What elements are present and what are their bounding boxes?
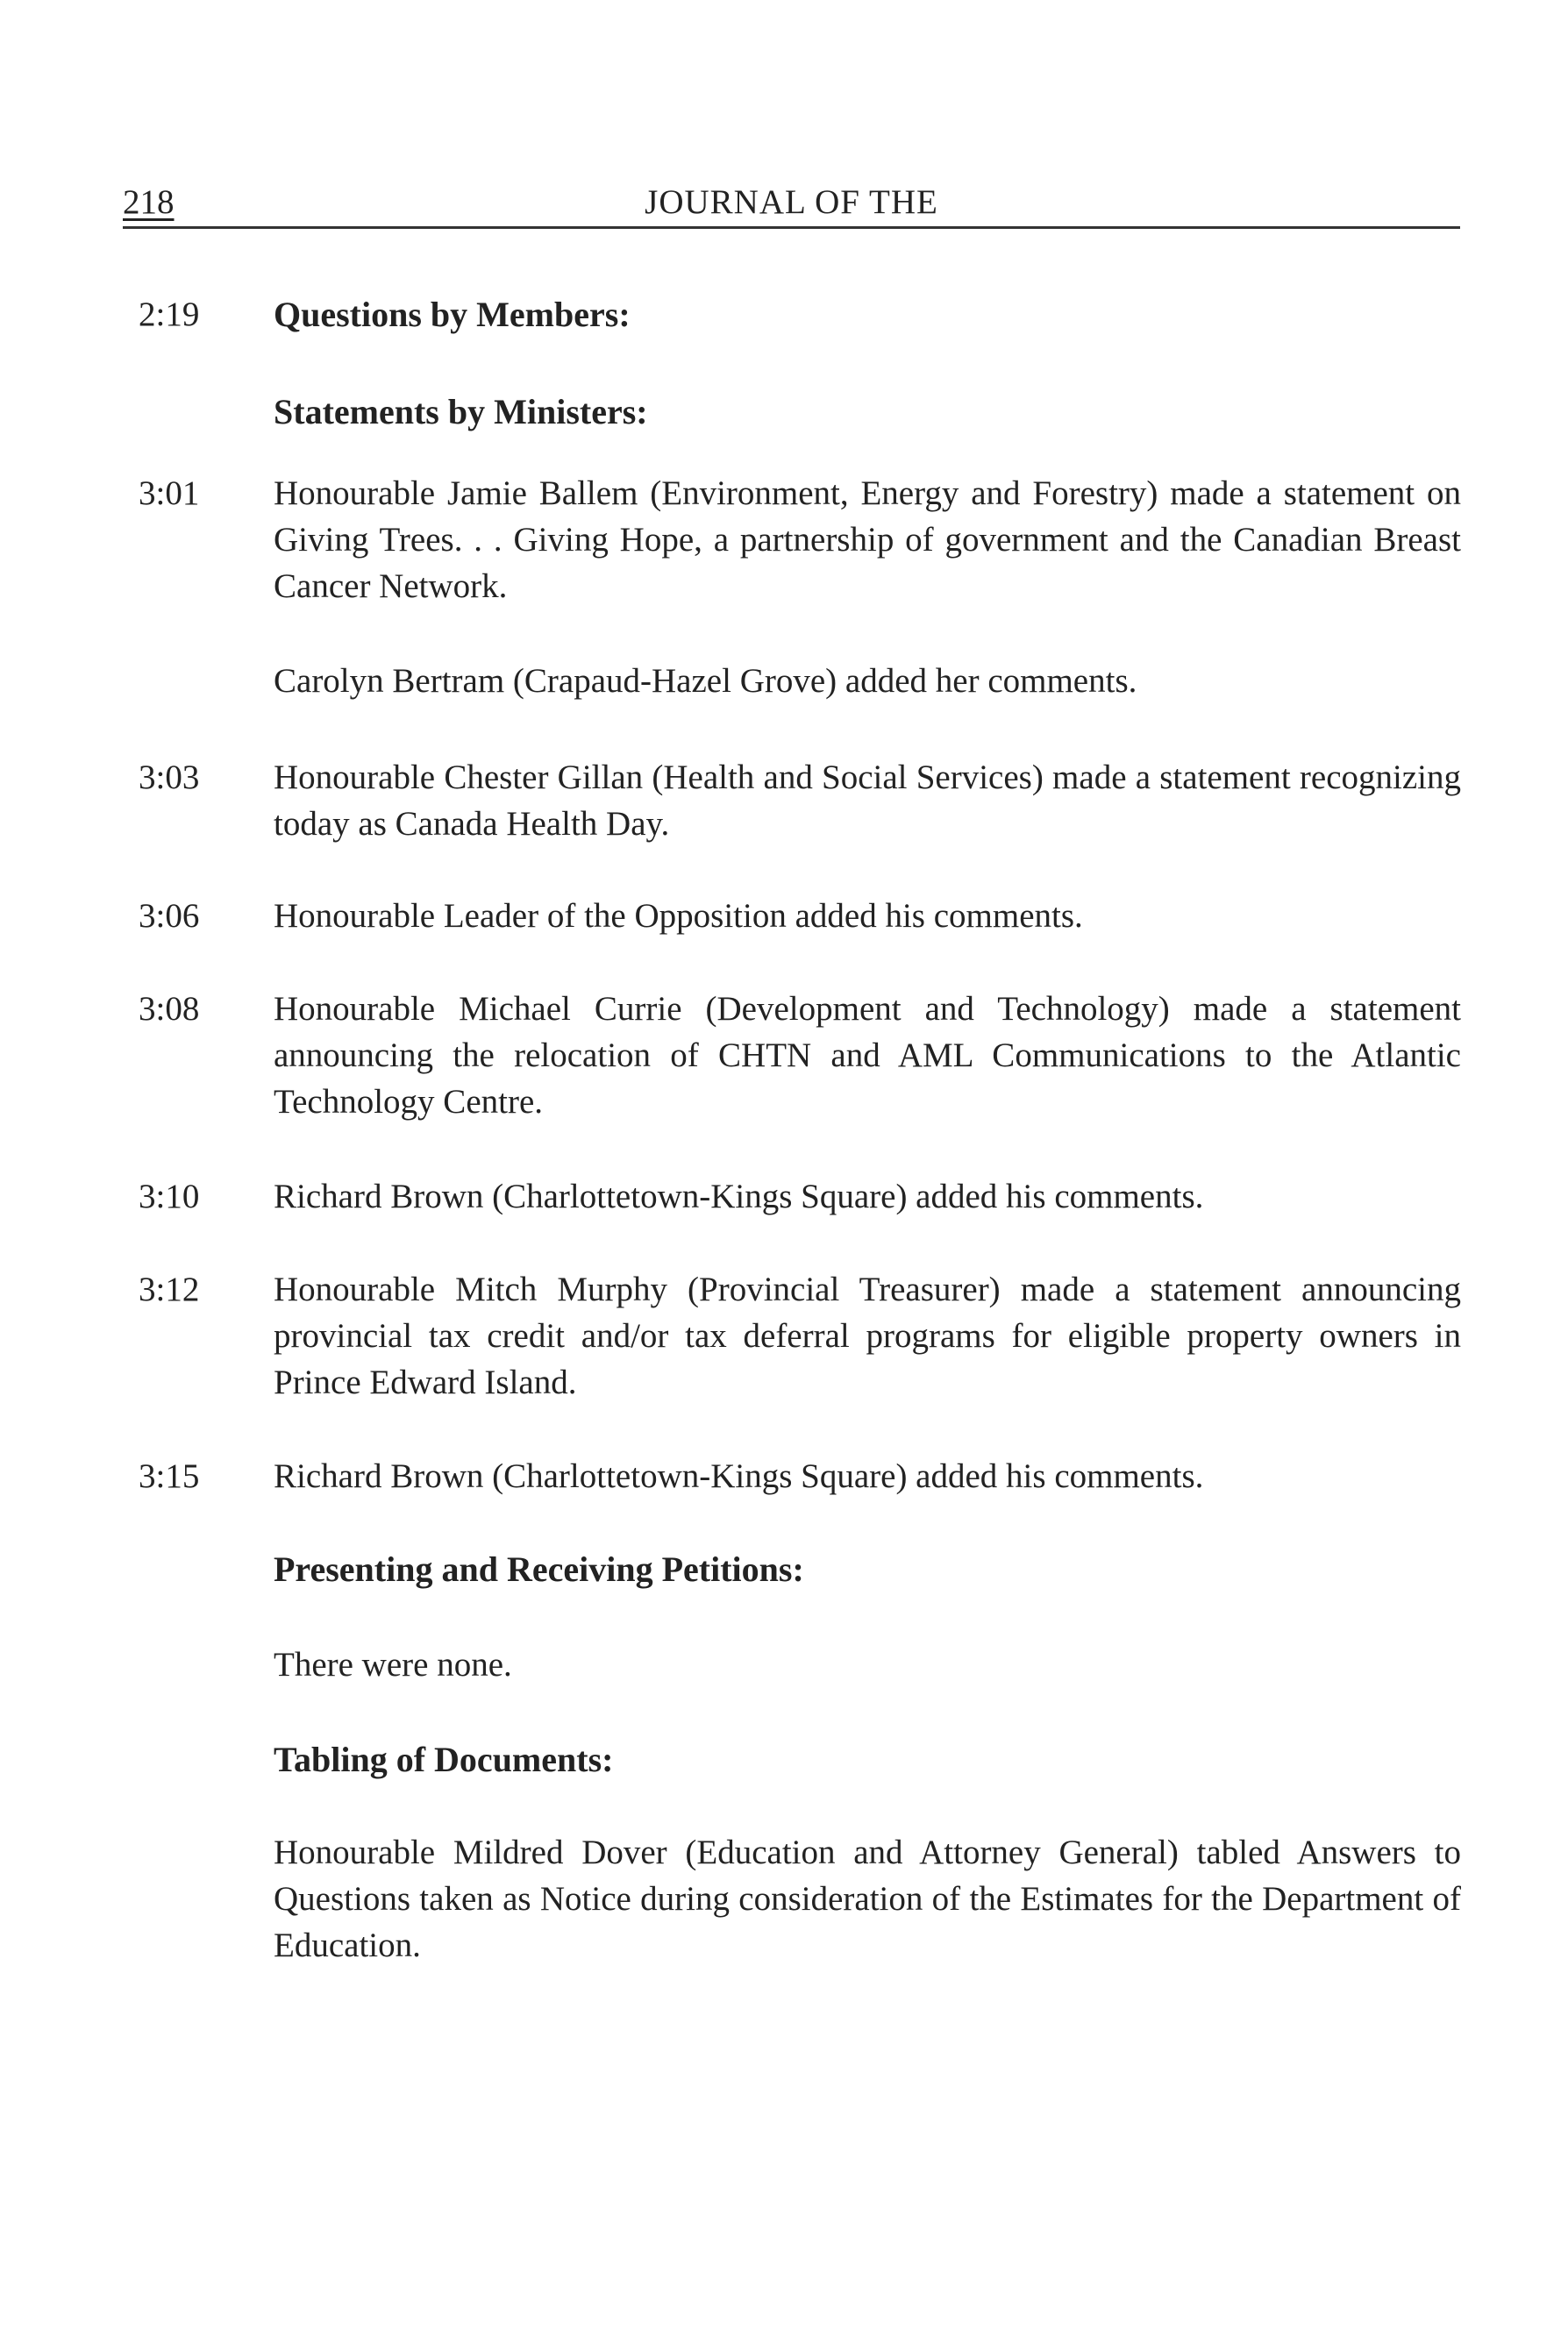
entry-time: 3:03 (139, 758, 200, 796)
entry-text: Carolyn Bertram (Crapaud-Hazel Grove) added her comments. (274, 662, 1137, 700)
entry-text: Honourable Mitch Murphy (Provincial Treasurer) made a statement announcing provincial tax credit and/or tax deferral programs for eligible property owners in Prince Edward Island. (274, 1271, 1461, 1401)
entry-text: There were none. (274, 1646, 512, 1684)
journal-title: JOURNAL OF THE (645, 183, 938, 221)
section-heading-tabling: Tabling of Documents: (274, 1740, 614, 1779)
entry-text: Honourable Jamie Ballem (Environment, Energy and Forestry) made a statement on Giving Trees. . . Giving Hope, a partnership of government and the Canadian Breast Cancer Network. (274, 474, 1461, 605)
entry-text: Richard Brown (Charlottetown-Kings Square) added his comments. (274, 1178, 1204, 1215)
entry-time: 3:15 (139, 1457, 200, 1495)
entry-text: Honourable Chester Gillan (Health and Social Services) made a statement recognizing today as Canada Health Day. (274, 758, 1461, 843)
page-number: 218 (123, 183, 175, 221)
entry-text: Honourable Michael Currie (Development and Technology) made a statement announcing the relocation of CHTN and AML Communications to the Atlantic Technology Centre. (274, 990, 1461, 1121)
entry-time: 3:01 (139, 474, 200, 512)
section-heading-questions: Questions by Members: (274, 295, 631, 334)
page-header (123, 182, 1460, 229)
entry-time: 3:10 (139, 1178, 200, 1215)
entry-time: 2:19 (139, 296, 200, 333)
entry-time: 3:06 (139, 897, 200, 935)
entry-text: Richard Brown (Charlottetown-Kings Square) added his comments. (274, 1457, 1204, 1495)
entry-text: Honourable Mildred Dover (Education and Attorney General) tabled Answers to Questions taken as Notice during consideration of the Estimates for the Department of Education. (274, 1834, 1461, 1964)
entry-time: 3:08 (139, 990, 200, 1028)
entry-time: 3:12 (139, 1271, 200, 1308)
section-heading-statements: Statements by Ministers: (274, 392, 648, 431)
entry-text: Honourable Leader of the Opposition added his comments. (274, 897, 1083, 935)
section-heading-petitions: Presenting and Receiving Petitions: (274, 1549, 804, 1589)
